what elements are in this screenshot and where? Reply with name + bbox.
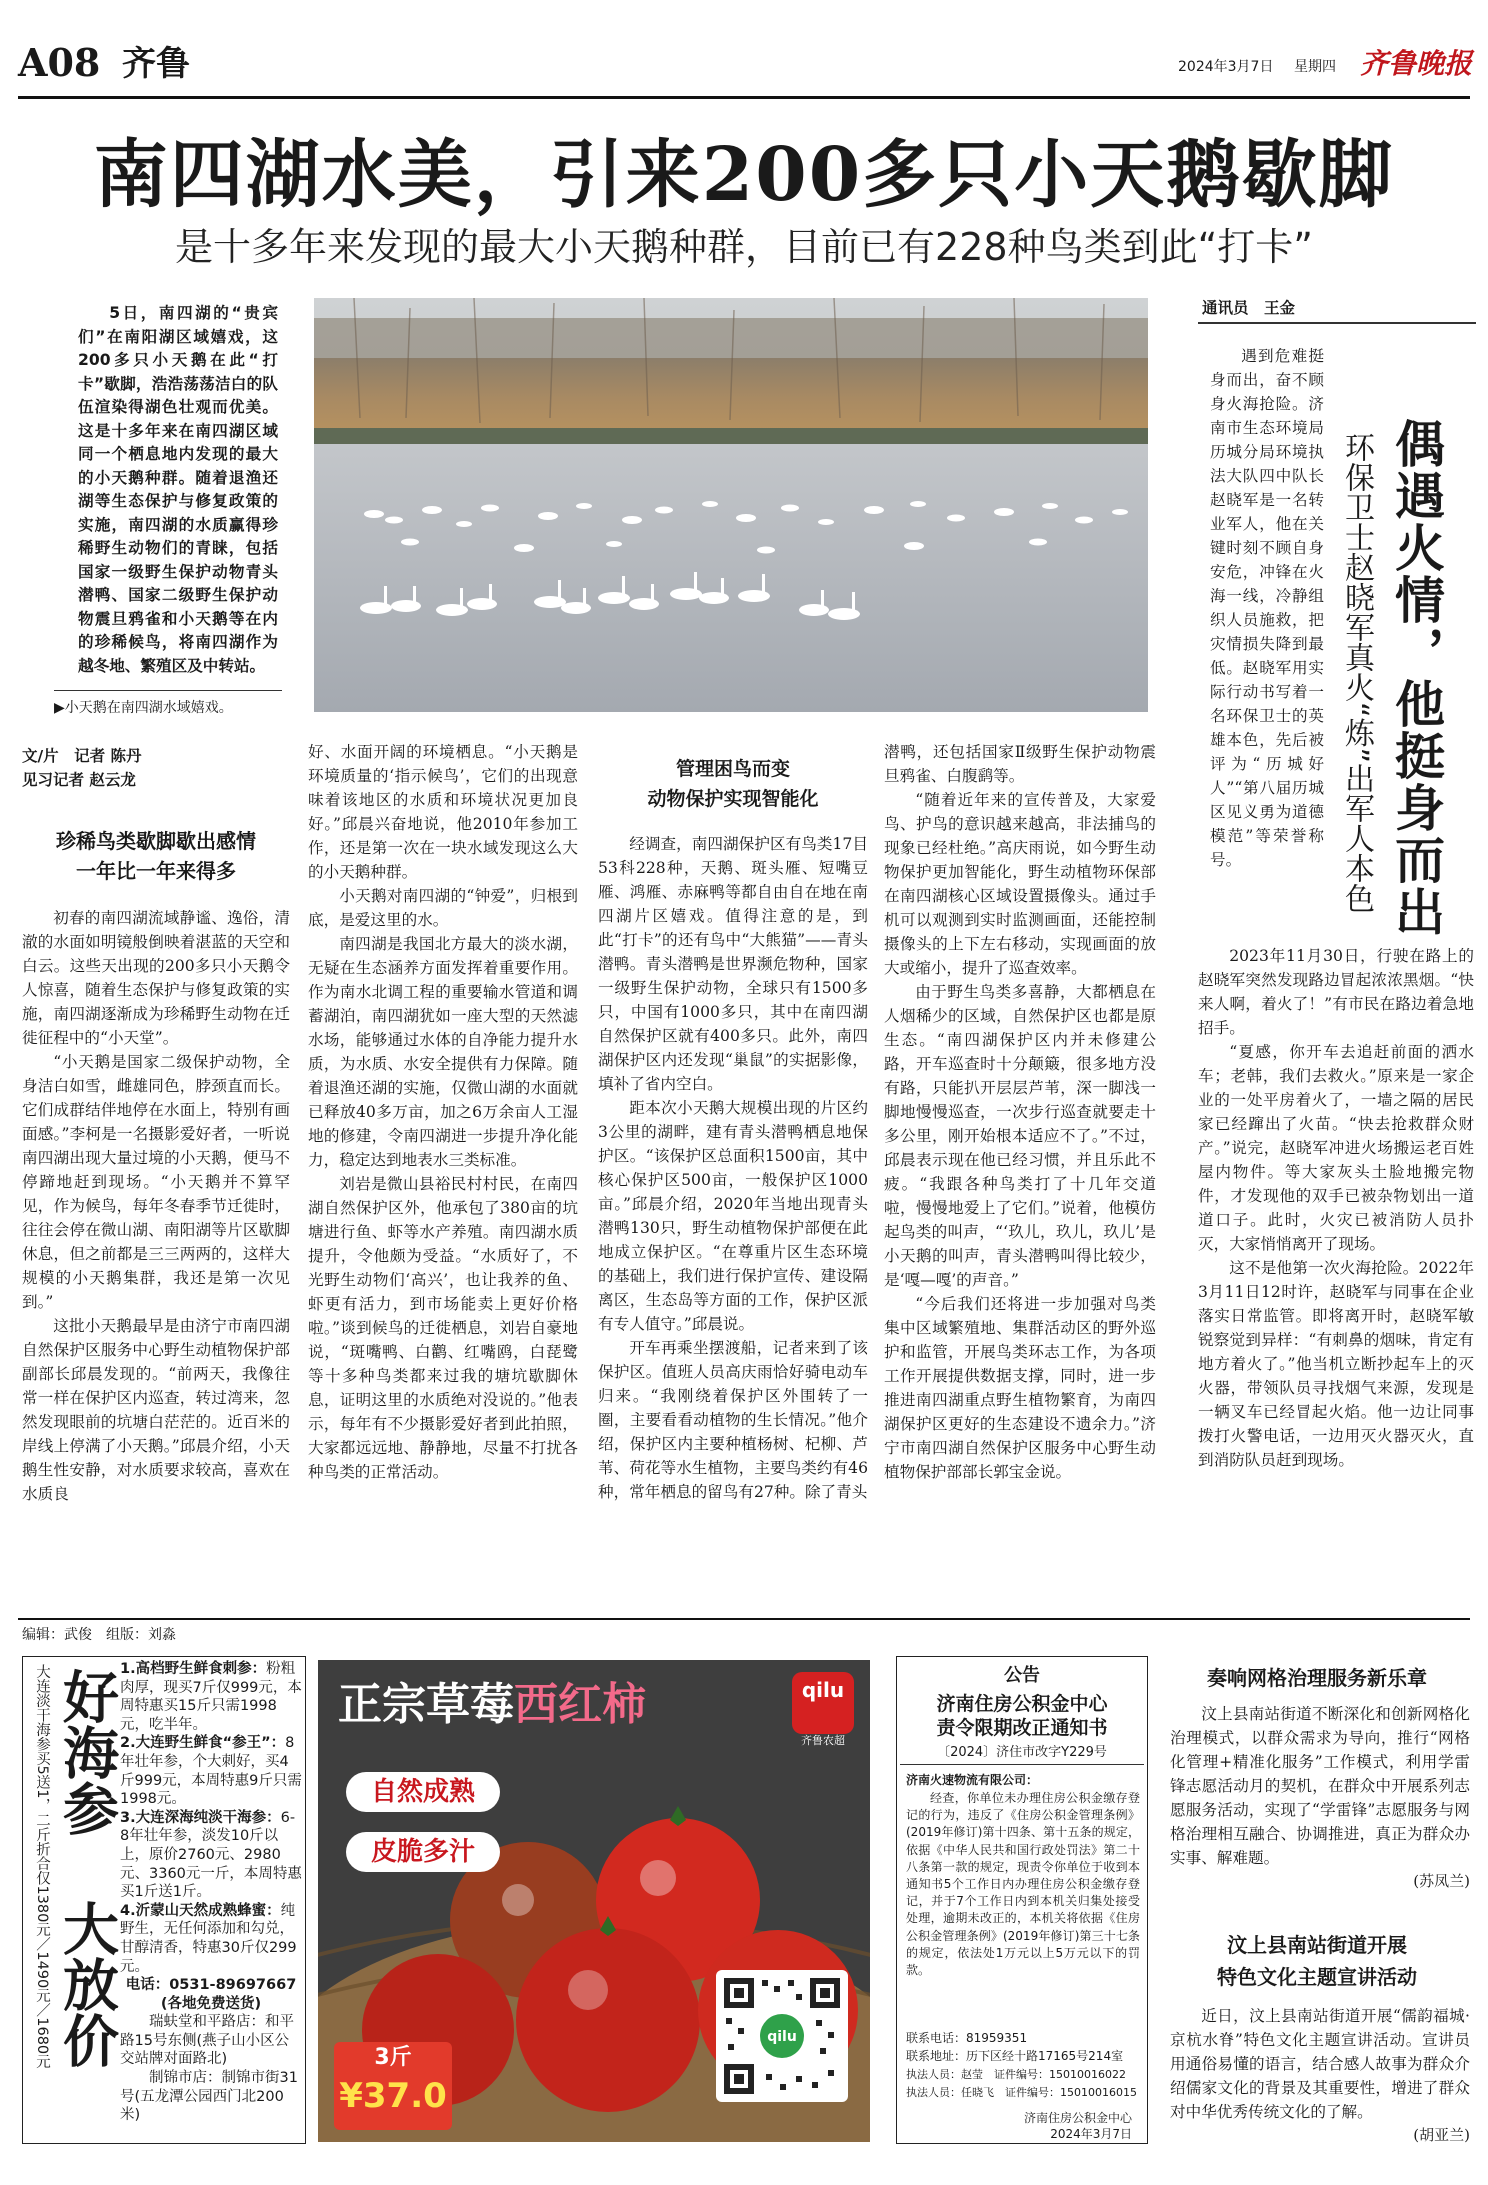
paragraph: “夏感，你开车去追赶前面的洒水车；老韩，我们去救火。”原来是一家企业的一处平房着火了，一墙之隔的居民家已经蹿出了火苗。“快去抢救群众财产。”说完，赵晓军冲进火场搬运老百姓屋内物件。等大家灰头土脸地搬完物件，才发现他的双手已被杂物划出一道道口子。此时，火灾已被消防人员扑灭，大家悄悄离开了现场。 — [1198, 1043, 1474, 1253]
ad-item-head: 2.大连野生鲜食“参王”： — [120, 1735, 286, 1752]
paragraph: 潜鸭，还包括国家Ⅱ级野生保护动物震旦鸦雀、白腹鹞等。 — [884, 743, 1156, 785]
newspaper-logo: 齐鲁晚报 — [1360, 47, 1473, 80]
notice-phone: 联系电话：81959351 — [906, 2031, 1028, 2045]
right-subheadline: 环保卫士赵晓军真火“炼”出军人本色 — [1339, 432, 1374, 914]
ad-item-text: 6-8年壮年参，淡发10斤以上，原价2760元、2980元、3360元一斤，本周特惠买1斤送1斤。 — [120, 1809, 302, 1901]
notice-officer: 执法人员：赵莹 证件编号：15010016022 — [906, 2068, 1126, 2081]
article-column-3 — [598, 832, 868, 1504]
article-column-4 — [884, 740, 1156, 1484]
issue-date: 2024年3月7日 — [1178, 59, 1274, 75]
brief-signature: (胡亚兰) — [1413, 2126, 1470, 2144]
ad-store: 瑞蚨堂和平路店：和平路15号东侧(燕子山小区公交站牌对面路北) — [120, 2014, 294, 2068]
lead-text: 5日，南四湖的“贵宾们”在南阳湖区域嬉戏，这200多只小天鹅在此“打卡”歇脚，浩浩荡荡洁白的队伍渲染得湖色壮观而优美。这是十多年来在南四湖区域同一个栖息地内发现的最大的小天鹅种群。随着退渔还湖等生态保护与修复政策的实施，南四湖的水质赢得珍稀野生动物们的青睐，包括国家一级野生保护动物青头潜鸭、国家二级野生保护动物震旦鸦雀和小天鹅等在内的珍稀候鸟，将南四湖作为越冬地、繁殖区及中转站。 — [78, 304, 278, 675]
divider — [900, 1764, 1144, 1765]
masthead-rule — [18, 96, 1470, 99]
page-number: A08 — [18, 40, 101, 85]
brief-2 — [1170, 2004, 1470, 2146]
ad-item — [120, 1734, 302, 1808]
notice-title: 公告 — [1004, 1665, 1040, 1686]
ad-item-head: 4.沂蒙山天然成熟蜂蜜： — [120, 1902, 281, 1919]
paragraph: 初春的南四湖流域静谧、逸俗，清澈的水面如明镜般倒映着湛蓝的天空和白云。这些天出现的200多只小天鹅令人惊喜，随着生态保护与修复政策的实施，南四湖逐渐成为珍稀野生动物在迁徙征程中的“小天堂”。 — [22, 909, 290, 1047]
seafood-ad-side-text: 大连淡干海参买5送1，二斤折合仅1380元／1490元／1680元 — [34, 1664, 50, 2069]
ad-item-text: 8年壮年参，个大刺好，买4斤999元，本周特惠9斤只需1998元。 — [120, 1735, 302, 1808]
ad-delivery: (各地免费送货) — [160, 1995, 262, 2012]
title-white: 正宗草莓 — [338, 1679, 514, 1730]
ad-item-text: 粉粗肉厚，现买7斤仅999元，本周特惠买15斤只需1998元，吃半年。 — [120, 1661, 302, 1733]
qr-label: qilu — [767, 2029, 797, 2045]
right-body — [1198, 944, 1474, 1472]
paragraph: 由于野生鸟类多喜静，大都栖息在人烟稀少的区域，自然保护区也都是原生态。“南四湖保护区内并未修建公路，开车巡查时十分颠簸，很多地方没有路，只能扒开层层芦苇，深一脚浅一脚地慢慢巡查，一次步行巡查就要走十多公里，刚开始根本适应不了。”不过，邱晨表示现在他已经习惯，并且乐此不疲。“我跟各种鸟类打了十几年交道啦，慢慢地爱上了它们。”说着，他模仿起鸟类的叫声，“‘玖儿，玖儿，玖儿’是小天鹅的叫声，青头潜鸭叫得比较少，是‘嘎—嘎’的声音。” — [884, 983, 1156, 1289]
paragraph: “小天鹅是国家二级保护动物，全身洁白如雪，雌雄同色，脖颈直而长。它们成群结伴地停在水面上，特别有画面感。”李柯是一名摄影爱好者，一听说南四湖出现大量过境的小天鹅，便马不停蹄地赶到现场。“小天鹅并不算罕见，作为候鸟，每年冬春季节迁徙时，往往会停在微山湖、南阳湖等片区歇脚休息，但之前都是三三两两的，这样大规模的小天鹅集群，我还是第一次见到。” — [22, 1053, 290, 1311]
divider — [1198, 322, 1476, 324]
qilu-logo-caption: 齐鲁农超 — [801, 1734, 845, 1747]
paragraph: 南四湖是我国北方最大的淡水湖，无疑在生态涵养方面发挥着重要作用。作为南水北调工程的重要输水管道和调蓄湖泊，南四湖犹如一座大型的天然滤水场，能够通过水体的自净能力提升水质，为水质、水安全提供有力保障。随着退渔还湖的实施，仅微山湖的水面就已释放40多万亩，加之6万余亩人工湿地的修建，令南四湖进一步提升净化能力，稳定达到地表水三类标准。 — [308, 935, 578, 1169]
notice-officer: 执法人员：任晓飞 证件编号：15010016015 — [906, 2086, 1137, 2099]
paragraph: 刘岩是微山县裕民村村民，在南四湖自然保护区外，他承包了380亩的坑塘进行鱼、虾等水产养殖。南四湖水质提升，令他颇为受益。“水质好了，不光野生动物们‘高兴’，也让我养的鱼、虾更有活力，到市场能卖上更好价格啦。”谈到候鸟的迁徙栖息，刘岩自豪地说，“斑嘴鸭、白鹳、红嘴鸥，白琵鹭等十多种鸟类都来过我的塘坑歇脚休息，证明这里的水质绝对没说的。”他表示，每年有不少摄影爱好者到此拍照，大家都远远地、静静地，尽量不打扰各种鸟类的正常活动。 — [308, 1175, 578, 1481]
brief-1-title: 奏响网格治理服务新乐章 — [1207, 1666, 1427, 1690]
tag-natural-ripe: 自然成熟 — [346, 1772, 500, 1812]
subhead-rare-birds: 珍稀鸟类歇脚歇出感情 一年比一年来得多 — [56, 829, 256, 883]
notice-headline: 责令限期改正通知书 — [936, 1717, 1108, 1739]
brief-2-title: 汶上县南站街道开展 — [1227, 1933, 1407, 1957]
ad-store: 制锦市店：制锦市街31号(五龙潭公园西门北200米) — [120, 2070, 298, 2124]
title-pink: 西红柿 — [514, 1679, 646, 1730]
notice-org: 济南住房公积金中心 — [936, 1693, 1108, 1715]
article-column-1 — [22, 906, 290, 1506]
photo-caption: ▶小天鹅在南四湖水域嬉戏。 — [54, 690, 282, 717]
issue-weekday: 星期四 — [1294, 59, 1336, 75]
editor-credit: 编辑：武俊 组版：刘淼 — [22, 1627, 176, 1643]
paragraph: 这批小天鹅最早是由济宁市南四湖自然保护区服务中心野生动植物保护部副部长邱晨发现的。“前两天，我像往常一样在保护区内巡查，转过湾来，忽然发现眼前的坑塘白茫茫的。近百米的岸线上停满了小天鹅。”邱晨介绍，小天鹅生性安静，对水质要求较高，喜欢在水质良 — [22, 1317, 290, 1503]
right-intro — [1210, 344, 1324, 872]
ad-divider — [18, 1618, 1470, 1620]
paragraph: 经查，你单位未办理住房公积金缴存登记的行为，违反了《住房公积金管理条例》(2019年修订)第十四条、第十五条的规定，依据《中华人民共和国行政处罚法》第二十八条第一款的规定，现责令你单位于收到本通知书5个工作日内办理住房公积金缴存登记，并于7个工作日内到本机关归集处接受处理，逾期未改正的，本机关将依据《住房公积金管理条例》(2019年修订)第三十七条的规定，依法处1万元以上5万元以下的罚款。 — [906, 1791, 1140, 1978]
paragraph: “随着近年来的宣传普及，大家爱鸟、护鸟的意识越来越高，非法捕鸟的现象已经杜绝。”高庆雨说，如今野生动物保护更加智能化，野生动植物环保部在南四湖核心区域设置摄像头。通过手机可以观测到实时监测画面，还能控制摄像头的上下左右移动，实现画面的放大或缩小，提升了巡查效率。 — [884, 791, 1156, 977]
price-quantity: 3斤 — [374, 2045, 412, 2070]
ad-item — [120, 1660, 302, 1734]
paragraph: 近日，汶上县南站街道开展“儒韵福城·京杭水脊”特色文化主题宣讲活动。宣讲员用通俗易懂的语言，结合感人故事为群众介绍儒家文化的背景及其重要性，增进了群众对中华优秀传统文化的了解。 — [1170, 2007, 1470, 2121]
produce-ad-title — [338, 1678, 646, 1732]
ad-item — [120, 1902, 302, 1976]
seafood-ad-title-2: 大放价 — [54, 1900, 120, 2068]
ad-item-text: 纯野生，无任何添加和勾兑，甘醇清香，特惠30斤仅299元。 — [120, 1902, 297, 1975]
notice-doc-number: 〔2024〕济住市改字Y229号 — [937, 1745, 1107, 1760]
main-subheadline: 是十多年来发现的最大小天鹅种群，目前已有228种鸟类到此“打卡” — [175, 225, 1313, 269]
notice-body — [906, 1790, 1140, 1979]
paragraph: “今后我们还将进一步加强对鸟类集中区域繁殖地、集群活动区的野外巡护和监管，开展鸟类环志工作，为各项工作开展提供数据支撑，同时，进一步推进南四湖重点野生植物繁育，为南四湖保护区更好的生态建设不遗余力。”济宁市南四湖自然保护区服务中心野生动植物保护部部长郭宝金说。 — [884, 1295, 1156, 1481]
ad-item-head: 3.大连深海纯淡干海参： — [120, 1809, 281, 1826]
byline-reporter: 文/片 记者 陈丹 — [22, 747, 142, 765]
brief-signature: (苏凤兰) — [1413, 1872, 1470, 1890]
swans-photo — [314, 298, 1148, 712]
price-value: ¥37.0 — [339, 2076, 447, 2116]
section-name: 齐鲁 — [122, 44, 190, 84]
paragraph: 这不是他第一次火海抢险。2022年3月11日12时许，赵晓军与同事在企业落实日常监管。即将离开时，赵晓军敏锐察觉到异样：“有刺鼻的烟味，肯定有地方着火了。”他当机立断抄起车上的灭火器，带领队员寻找烟气来源，发现是一辆叉车已经冒起火焰。他一边让同事拨打火警电话，一边用灭火器灭火，直到消防队员赶到现场。 — [1198, 1259, 1474, 1469]
paragraph: 汶上县南站街道不断深化和创新网格化治理模式，以群众需求为导向，推行“网格化管理+精准化服务”工作模式，利用学雷锋志愿活动月的契机，在群众中开展系列志愿服务活动，实现了“学雷锋”志愿服务与网格治理相互融合、协调推进，真正为群众办实事、解难题。 — [1170, 1705, 1470, 1867]
paragraph: 遇到危难挺身而出，奋不顾身火海抢险。济南市生态环境局历城分局环境执法大队四中队长赵晓军是一名转业军人，他在关键时刻不顾自身安危，冲锋在火海一线，冷静组织人员施救，把灾情损失降到最低。赵晓军用实际行动书写着一名环保卫士的英雄本色，先后被评为“历城好人”“第八届历城区见义勇为道德模范”等荣誉称号。 — [1210, 347, 1324, 869]
brief-2-title: 特色文化主题宣讲活动 — [1217, 1965, 1417, 1989]
subhead-smart-protection: 管理困鸟而变 动物保护实现智能化 — [647, 758, 819, 810]
main-headline: 南四湖水美，引来200多只小天鹅歇脚 — [93, 132, 1395, 218]
notice-address: 联系地址：历下区经十路17165号214室 — [906, 2049, 1124, 2063]
paragraph: 经调查，南四湖保护区有鸟类17目53科228种，天鹅、斑头雁、短嘴豆雁、鸿雁、赤麻鸭等都自由自在地在南四湖片区嬉戏。值得注意的是，到此“打卡”的还有鸟中“大熊猫”——青头潜鸭。青头潜鸭是世界濒危物种，国家一级野生保护动物，全球只有1500多只，中国有1000多只，其中在南四湖自然保护区就有400多只。此外，南四湖保护区内还发现“巢鼠”的实据影像，填补了省内空白。 — [598, 835, 868, 1093]
ad-phone: 电话：0531-89697667 — [125, 1977, 297, 1994]
ad-item-head: 1.高档野生鲜食刺参： — [120, 1661, 267, 1677]
seafood-ad-title-1: 好海参 — [54, 1668, 120, 1836]
right-correspondent: 通讯员 王金 — [1202, 299, 1296, 317]
article-column-2 — [308, 740, 578, 1484]
qilu-logo-icon: qilu — [792, 1672, 854, 1734]
lead-paragraph — [78, 302, 278, 678]
ad-item — [120, 1809, 302, 1902]
notice-footer-date: 2024年3月7日 — [1050, 2127, 1132, 2141]
byline-trainee: 见习记者 赵云龙 — [22, 771, 136, 789]
paragraph: 开车再乘坐摆渡船，记者来到了该保护区。值班人员高庆雨恰好骑电动车归来。“我刚绕着保护区外围转了一圈，主要看看动植物的生长情况。”他介绍，保护区内主要种植杨树、杞柳、芦苇、荷花等水生植物，主要鸟类约有46种，常年栖息的留鸟有27种。除了青头 — [598, 1339, 868, 1501]
paragraph: 2023年11月30日，行驶在路上的赵晓军突然发现路边冒起浓浓黑烟。“快来人啊，着火了！”有市民在路边着急地招手。 — [1198, 947, 1474, 1037]
tag-crisp-juicy: 皮脆多汁 — [346, 1832, 500, 1872]
paragraph: 好、水面开阔的环境栖息。“小天鹅是环境质量的‘指示候鸟’，它们的出现意味着该地区的水质和环境状况更加良好。”邱晨兴奋地说，他2010年参加工作，还是第一次在一块水域发现这么大的小天鹅种群。 — [308, 743, 578, 881]
notice-footer-org: 济南住房公积金中心 — [1023, 2111, 1132, 2125]
seafood-ad-items — [120, 1660, 302, 2125]
brief-1 — [1170, 1702, 1470, 1892]
paragraph: 小天鹅对南四湖的“钟爱”，归根到底，是爱这里的水。 — [308, 887, 578, 929]
notice-recipient: 济南火速物流有限公司： — [906, 1773, 1039, 1787]
paragraph: 距本次小天鹅大规模出现的片区约3公里的湖畔，建有青头潜鸭栖息地保护区。“该保护区总面积1500亩，其中核心保护区500亩，一般保护区1000亩。”邱晨介绍，2020年当地出现青头潜鸭130只，野生动植物保护部便在此地成立保护区。“在尊重片区生态环境的基础上，我们进行保护宣传、建设隔离区，生态岛等方面的工作，保护区派有专人值守。”邱晨说。 — [598, 1099, 868, 1333]
right-headline: 偶遇火情，他挺身而出 — [1387, 418, 1445, 938]
